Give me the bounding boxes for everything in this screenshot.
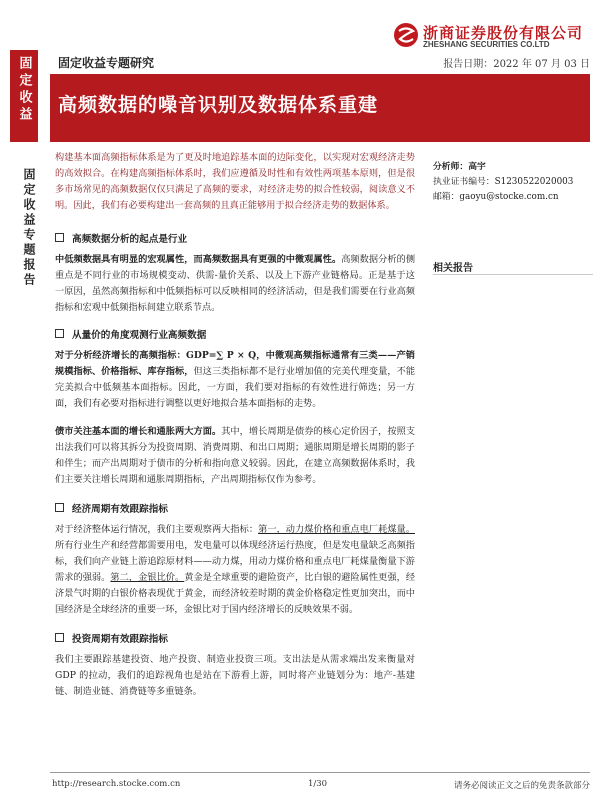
side-category-label: 固定收益	[16, 56, 32, 124]
page-footer	[50, 772, 590, 791]
title-banner	[50, 74, 590, 142]
page-number: 1/30	[308, 779, 328, 789]
section-heading: 经济周期有效跟踪指标	[55, 502, 415, 518]
paragraph: 中低频数据具有明显的宏观属性，而高频数据具有更强的中微观属性。高频数据分析的侧重点是不同行业的市场规模变动、供需-量价关系、以及上下游产业链格局。正是基于这一原因，虽然高频指标和中低频指标可以反映相同的经济活动，但是我们需要在行业高频指标和宏观中低频指标间建立联系节点。	[55, 254, 416, 313]
company-logo-icon	[393, 22, 419, 48]
checkbox-bullet-icon	[55, 633, 64, 642]
company-name-en: ZHESHANG SECURITIES CO.LTD	[423, 40, 550, 49]
analyst-info	[433, 160, 593, 205]
analyst-name: 分析师：高宇	[433, 162, 486, 172]
paragraph: 我们主要跟踪基建投资、地产投资、制造业投资三项。支出法是从需求端出发来衡量对 GDP 的拉动，我们的追踪视角也是站在下游看上游，同时将产业链划分为：地产-基建链、制造业链、消费链等多重链条。	[55, 654, 415, 697]
header-bar	[50, 52, 590, 74]
abstract: 构建基本面高频指标体系是为了更及时地追踪基本面的边际变化，以实现对宏观经济走势的高效拟合。在构建高频指标体系时，我们应遵循及时性和有效性两项基本原则，但是很多市场常见的高频数据仅仅只满足了高频的要求，对经济走势的拟合性较弱，阅读意义不明。因此，我们有必要构建出一套高频的且真正能够用于拟合经济走势的数据体系。	[55, 152, 415, 211]
section-heading: 投资周期有效跟踪指标	[55, 632, 415, 648]
report-type-label: 固定收益专题报告	[22, 168, 36, 288]
paragraph: 债市关注基本面的增长和通胀两大方面。其中，增长周期是债券的核心定价因子，按照支出法我们可以将其拆分为投资周期、消费周期、和出口周期；通胀周期是增长周期的影子和伴生；而产出周期对于债市的分析和指向意义较弱。因此，在建立高频数据体系时，我们主要关注增长周期和通胀周期指标，产出周期指标仅作为参考。	[55, 426, 416, 485]
website-link[interactable]: http://research.stocke.com.cn	[52, 779, 181, 789]
analyst-license: 执业证书编号：S1230522020003	[433, 177, 574, 187]
disclaimer-note: 请务必阅读正文之后的免责条款部分	[453, 781, 590, 791]
report-series: 固定收益专题研究	[58, 56, 155, 70]
checkbox-bullet-icon	[55, 329, 64, 338]
related-reports-header	[433, 256, 593, 275]
main-content	[55, 150, 415, 712]
paragraph: 对于分析经济增长的高频指标：GDP=∑ P × Q，中微观高频指标通常有三类——产销规模指标、价格指标、库存指标，但这三类指标都不是行业增加值的完美代理变量，不能完美拟合中低频基本面指标。因此，一方面，我们要对指标的有效性进行筛选；另一方面，我们有必要对指标进行调整以更好地拟合基本面指标的走势。	[55, 350, 416, 409]
company-name-cn: 浙商证券股份有限公司	[423, 24, 584, 42]
checkbox-bullet-icon	[55, 233, 64, 242]
analyst-email[interactable]: 邮箱：gaoyu@stocke.com.cn	[433, 192, 559, 202]
section-heading: 高频数据分析的起点是行业	[55, 232, 415, 248]
section-heading: 从量价的角度观测行业高频数据	[55, 328, 415, 344]
page-title: 高频数据的噪音识别及数据体系重建	[58, 94, 379, 116]
paragraph: 对于经济整体运行情况，我们主要观察两大指标：第一，动力煤价格和重点电厂耗煤量。所有行业生产和经营都需要用电，发电量可以体现经济运行热度，但是发电量缺乏高频指标，我们向产业链上游追踪原材料——动力煤，用动力煤价格和重点电厂耗煤量衡量下游需求的强弱。第二，金银比价。黄金是全球重要的避险资产，比白银的避险属性更强，经济景气时期的白银价格表现优于黄金，而经济较差时期的黄金价格稳定性更加突出，而中国经济是全球经济的重要一环，金银比对于国内经济增长的反映效果不弱。	[55, 524, 416, 615]
report-date: 报告日期：2022 年 07 月 03 日	[443, 59, 590, 70]
side-category-tab	[10, 50, 38, 142]
checkbox-bullet-icon	[55, 503, 64, 512]
related-reports-title: 相关报告	[433, 263, 473, 274]
